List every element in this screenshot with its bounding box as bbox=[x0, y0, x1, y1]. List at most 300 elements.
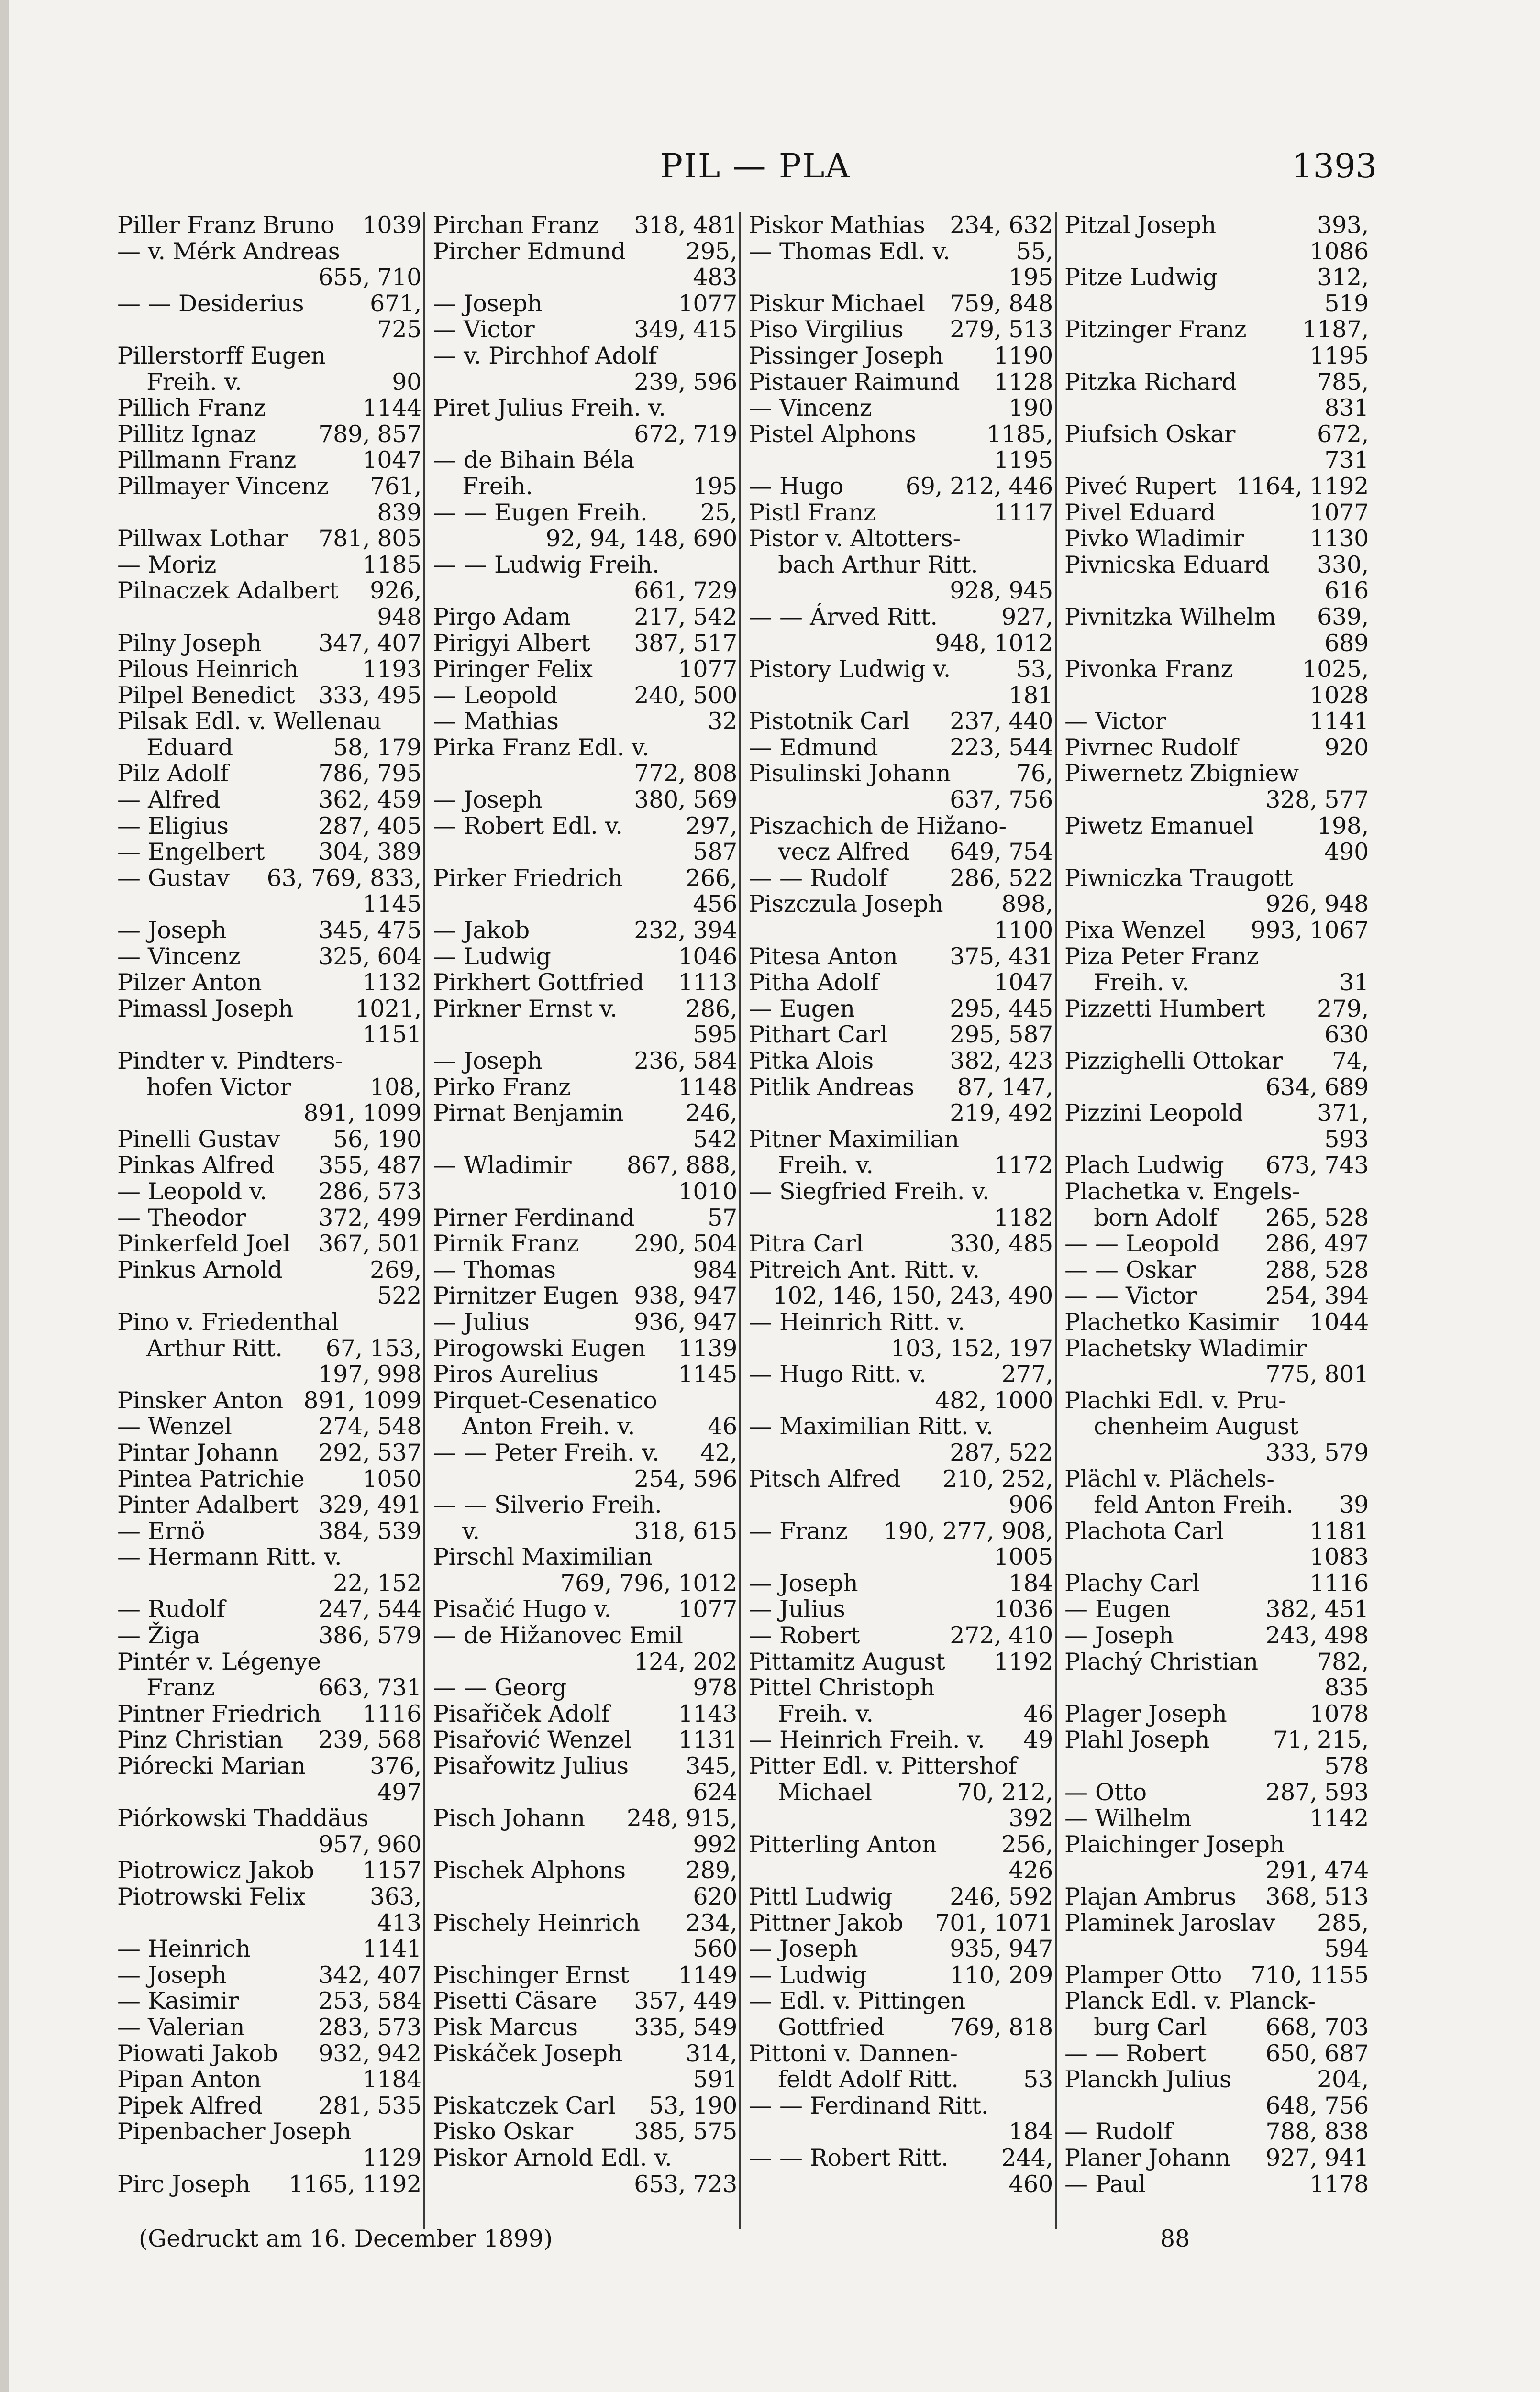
entry-page-refs: 689 bbox=[1324, 629, 1369, 657]
index-line bbox=[749, 631, 1053, 657]
index-line bbox=[749, 1962, 1053, 1989]
index-line bbox=[749, 865, 1053, 892]
entry-page-refs: 376, bbox=[370, 1752, 421, 1780]
index-line bbox=[1064, 865, 1369, 892]
entry-page-refs: 195 bbox=[693, 472, 737, 500]
index-line bbox=[117, 1544, 421, 1571]
entry-page-refs: 295, 587 bbox=[950, 1021, 1053, 1049]
entry-page-refs: 1144 bbox=[362, 394, 421, 422]
index-line bbox=[749, 1309, 1053, 1336]
entry-name: Planckh Julius bbox=[1064, 2066, 1231, 2093]
entry-page-refs: 782, bbox=[1317, 1648, 1369, 1675]
entry-name: Plager Joseph bbox=[1064, 1700, 1227, 1728]
entry-name: — Joseph bbox=[1064, 1622, 1174, 1650]
entry-name: Pillmann Franz bbox=[117, 446, 297, 474]
entry-page-refs: 269, bbox=[370, 1256, 421, 1284]
index-line bbox=[749, 2015, 1053, 2041]
entry-page-refs: 349, 415 bbox=[634, 316, 737, 343]
entry-page-refs: 312, bbox=[1317, 264, 1369, 291]
entry-name: Planer Johann bbox=[1064, 2144, 1230, 2171]
entry-page-refs: 957, 960 bbox=[318, 1830, 421, 1858]
entry-page-refs: 286, 522 bbox=[950, 864, 1053, 892]
index-line bbox=[117, 1962, 421, 1989]
index-line bbox=[1064, 1048, 1369, 1074]
entry-page-refs: 1039 bbox=[362, 211, 421, 239]
index-line bbox=[117, 265, 421, 291]
entry-name: Pirker Friedrich bbox=[433, 864, 623, 892]
entry-name: — v. Mérk Andreas bbox=[117, 237, 340, 265]
entry-page-refs: 1141 bbox=[1309, 708, 1369, 735]
entry-page-refs: 672, 719 bbox=[634, 420, 737, 448]
index-line bbox=[117, 1988, 421, 2015]
entry-name: — — Silverio Freih. bbox=[433, 1491, 662, 1519]
index-line bbox=[749, 1127, 1053, 1153]
index-line bbox=[1064, 1858, 1369, 1884]
index-line bbox=[117, 944, 421, 970]
entry-page-refs: 1192 bbox=[994, 1648, 1053, 1675]
index-line bbox=[1064, 2119, 1369, 2145]
column-divider bbox=[1055, 212, 1057, 2229]
entry-page-refs: 318, 615 bbox=[634, 1517, 737, 1545]
entry-name: Pittel Christoph bbox=[749, 1674, 935, 1702]
entry-page-refs: 1086 bbox=[1309, 237, 1369, 265]
index-line bbox=[749, 2145, 1053, 2171]
entry-name: — — Rudolf bbox=[749, 864, 887, 892]
entry-name: — Joseph bbox=[117, 917, 227, 944]
entry-name: Pitra Carl bbox=[749, 1230, 864, 1258]
index-line bbox=[433, 526, 737, 552]
index-line bbox=[117, 1884, 421, 1910]
entry-name: chenheim August bbox=[1064, 1413, 1299, 1440]
entry-page-refs: 190 bbox=[1008, 394, 1053, 422]
entry-name: Pitterling Anton bbox=[749, 1830, 937, 1858]
index-line bbox=[749, 1492, 1053, 1518]
entry-page-refs: 497 bbox=[377, 1778, 421, 1806]
index-line bbox=[433, 1257, 737, 1284]
entry-page-refs: 595 bbox=[693, 1021, 737, 1049]
entry-name: feldt Adolf Ritt. bbox=[749, 2066, 959, 2093]
entry-name: Pilnaczek Adalbert bbox=[117, 577, 339, 605]
index-line bbox=[1064, 839, 1369, 865]
entry-page-refs: 650, 687 bbox=[1265, 2039, 1369, 2067]
entry-name: — Edmund bbox=[749, 733, 878, 761]
entry-name: Piskur Michael bbox=[749, 289, 925, 317]
entry-name: Pisk Marcus bbox=[433, 2013, 578, 2041]
index-line bbox=[749, 1100, 1053, 1127]
index-line bbox=[433, 1362, 737, 1388]
entry-page-refs: 53, 190 bbox=[649, 2092, 737, 2119]
entry-name: Pistauer Raimund bbox=[749, 368, 960, 396]
entry-page-refs: 234, bbox=[686, 1909, 737, 1937]
entry-page-refs: 90 bbox=[392, 368, 421, 396]
entry-page-refs: 1187, bbox=[1302, 316, 1369, 343]
index-line bbox=[749, 839, 1053, 865]
entry-name: Plajan Ambrus bbox=[1064, 1883, 1236, 1910]
entry-name: Pistory Ludwig v. bbox=[749, 655, 951, 683]
index-line bbox=[749, 552, 1053, 578]
entry-page-refs: 289, bbox=[686, 1857, 737, 1884]
index-line bbox=[433, 891, 737, 918]
index-line bbox=[117, 1127, 421, 1153]
entry-page-refs: 1128 bbox=[994, 368, 1053, 396]
entry-page-refs: 1145 bbox=[362, 890, 421, 918]
entry-name: Pitner Maximilian bbox=[749, 1125, 959, 1153]
index-line bbox=[433, 1701, 737, 1728]
index-line bbox=[1064, 447, 1369, 474]
index-line bbox=[433, 2041, 737, 2067]
entry-name: — Franz bbox=[749, 1517, 848, 1545]
entry-page-refs: 786, 795 bbox=[318, 760, 421, 787]
entry-page-refs: 672, bbox=[1317, 420, 1369, 448]
index-line bbox=[749, 656, 1053, 683]
entry-name: Freih. v. bbox=[749, 1152, 874, 1179]
entry-name: Piotrowicz Jakob bbox=[117, 1857, 314, 1884]
entry-name: — — Peter Freih. v. bbox=[433, 1439, 660, 1466]
index-line bbox=[433, 2067, 737, 2093]
entry-page-refs: 1142 bbox=[1309, 1805, 1369, 1832]
index-line bbox=[749, 1910, 1053, 1937]
index-line bbox=[1064, 474, 1369, 500]
index-line bbox=[117, 1022, 421, 1048]
entry-name: — Žiga bbox=[117, 1622, 200, 1650]
index-line bbox=[749, 761, 1053, 787]
index-line bbox=[433, 578, 737, 604]
entry-page-refs: 926, bbox=[370, 577, 421, 605]
index-line bbox=[1064, 1910, 1369, 1937]
entry-page-refs: 53 bbox=[1023, 2066, 1053, 2093]
index-line bbox=[1064, 656, 1369, 683]
index-line bbox=[433, 1022, 737, 1048]
entry-name: Pillmayer Vincenz bbox=[117, 472, 329, 500]
index-line bbox=[117, 787, 421, 813]
entry-page-refs: 70, 212, bbox=[957, 1778, 1053, 1806]
entry-page-refs: 56, 190 bbox=[333, 1125, 421, 1153]
entry-page-refs: 839 bbox=[377, 498, 421, 526]
entry-page-refs: 1145 bbox=[678, 1361, 737, 1388]
entry-page-refs: 938, 947 bbox=[634, 1282, 737, 1310]
index-line bbox=[1064, 1518, 1369, 1545]
entry-page-refs: 283, 573 bbox=[318, 2013, 421, 2041]
entry-name: Piórecki Marian bbox=[117, 1752, 306, 1780]
entry-page-refs: 655, 710 bbox=[318, 264, 421, 291]
index-line bbox=[1064, 1649, 1369, 1675]
entry-page-refs: 593 bbox=[1324, 1125, 1369, 1153]
entry-page-refs: 673, 743 bbox=[1265, 1152, 1369, 1179]
index-line bbox=[117, 1283, 421, 1309]
entry-name: Pirc Joseph bbox=[117, 2170, 250, 2198]
index-line bbox=[433, 735, 737, 761]
entry-page-refs: 384, 539 bbox=[318, 1517, 421, 1545]
index-line bbox=[117, 1336, 421, 1362]
entry-page-refs: 295, 445 bbox=[950, 995, 1053, 1022]
entry-page-refs: 1047 bbox=[362, 446, 421, 474]
index-line bbox=[117, 996, 421, 1022]
index-line bbox=[1064, 996, 1369, 1022]
entry-page-refs: 661, 729 bbox=[634, 577, 737, 605]
index-line bbox=[117, 709, 421, 735]
entry-name: — Ernö bbox=[117, 1517, 205, 1545]
entry-page-refs: 63, 769, 833, bbox=[266, 864, 421, 892]
index-line bbox=[433, 2171, 737, 2198]
index-line bbox=[1064, 2093, 1369, 2119]
index-line bbox=[433, 1544, 737, 1571]
entry-page-refs: 290, 504 bbox=[634, 1230, 737, 1258]
index-line bbox=[433, 1048, 737, 1074]
entry-page-refs: 198, bbox=[1317, 812, 1369, 840]
entry-name: Plachetsky Wladimir bbox=[1064, 1334, 1307, 1362]
index-line bbox=[749, 1518, 1053, 1545]
entry-name: — Victor bbox=[433, 316, 535, 343]
index-line bbox=[1064, 1414, 1369, 1440]
index-line bbox=[749, 1571, 1053, 1597]
entry-name: — Jakob bbox=[433, 917, 530, 944]
entry-page-refs: 1077 bbox=[678, 1595, 737, 1623]
index-line bbox=[749, 709, 1053, 735]
index-line bbox=[1064, 343, 1369, 369]
index-line bbox=[749, 2067, 1053, 2093]
entry-page-refs: 1117 bbox=[994, 498, 1053, 526]
entry-page-refs: 254, 596 bbox=[634, 1465, 737, 1493]
entry-page-refs: 1005 bbox=[994, 1543, 1053, 1571]
entry-name: Piszczula Joseph bbox=[749, 890, 943, 918]
entry-name: Piowati Jakob bbox=[117, 2039, 278, 2067]
entry-page-refs: 58, 179 bbox=[333, 733, 421, 761]
entry-name: — Ludwig bbox=[433, 942, 551, 970]
index-line bbox=[1064, 552, 1369, 578]
entry-page-refs: 1021, bbox=[355, 995, 421, 1022]
entry-page-refs: 993, 1067 bbox=[1251, 917, 1369, 944]
index-line bbox=[1064, 1388, 1369, 1414]
entry-name: Pilz Adolf bbox=[117, 760, 229, 787]
entry-name: Pircher Edmund bbox=[433, 237, 626, 265]
entry-page-refs: 542 bbox=[693, 1125, 737, 1153]
index-line bbox=[433, 1780, 737, 1806]
entry-page-refs: 1077 bbox=[678, 289, 737, 317]
entry-page-refs: 49 bbox=[1023, 1726, 1053, 1754]
index-line bbox=[749, 2119, 1053, 2145]
entry-page-refs: 1077 bbox=[1309, 498, 1369, 526]
entry-page-refs: 984 bbox=[693, 1256, 737, 1284]
index-line bbox=[117, 369, 421, 396]
entry-name: — Kasimir bbox=[117, 1987, 239, 2015]
index-line bbox=[749, 1936, 1053, 1962]
entry-name: — Heinrich Ritt. v. bbox=[749, 1308, 965, 1336]
index-line bbox=[749, 500, 1053, 526]
entry-page-refs: 1172 bbox=[994, 1152, 1053, 1179]
entry-page-refs: 285, bbox=[1317, 1909, 1369, 1937]
entry-page-refs: 355, 487 bbox=[318, 1152, 421, 1179]
entry-name: Pirquet-Cesenatico bbox=[433, 1386, 657, 1414]
scan-edge bbox=[0, 0, 9, 2392]
index-line bbox=[117, 1780, 421, 1806]
entry-page-refs: 288, 528 bbox=[1265, 1256, 1369, 1284]
index-line bbox=[749, 1336, 1053, 1362]
index-line bbox=[749, 447, 1053, 474]
entry-name: Pipek Alfred bbox=[117, 2092, 263, 2119]
index-line bbox=[749, 578, 1053, 604]
entry-name: — Julius bbox=[433, 1308, 530, 1336]
index-line bbox=[433, 970, 737, 996]
index-line bbox=[433, 1231, 737, 1257]
index-column-2 bbox=[433, 212, 737, 2197]
entry-page-refs: 387, 517 bbox=[634, 629, 737, 657]
entry-page-refs: 927, 941 bbox=[1265, 2144, 1369, 2171]
entry-name: Pitzinger Franz bbox=[1064, 316, 1247, 343]
index-line bbox=[749, 395, 1053, 421]
entry-page-refs: 891, 1099 bbox=[303, 1386, 421, 1414]
entry-name: — Robert bbox=[749, 1622, 860, 1650]
entry-page-refs: 630 bbox=[1324, 1021, 1369, 1049]
index-line bbox=[433, 1179, 737, 1205]
entry-page-refs: 181 bbox=[1008, 681, 1053, 709]
entry-name: Pitka Alois bbox=[749, 1047, 874, 1074]
entry-page-refs: 330, 485 bbox=[950, 1230, 1053, 1258]
entry-page-refs: 560 bbox=[693, 1935, 737, 1963]
entry-name: — Joseph bbox=[433, 1047, 543, 1074]
entry-name: Pirnitzer Eugen bbox=[433, 1282, 619, 1310]
entry-page-refs: 1129 bbox=[362, 2144, 421, 2171]
index-line bbox=[1064, 1962, 1369, 1989]
entry-name: Pilsak Edl. v. Wellenau bbox=[117, 708, 382, 735]
index-line bbox=[1064, 2015, 1369, 2041]
index-column-3 bbox=[749, 212, 1053, 2197]
index-line bbox=[749, 526, 1053, 552]
index-line bbox=[433, 787, 737, 813]
index-line bbox=[749, 944, 1053, 970]
entry-name: Piwetz Emanuel bbox=[1064, 812, 1254, 840]
index-line bbox=[1064, 1179, 1369, 1205]
entry-page-refs: 831 bbox=[1324, 394, 1369, 422]
index-line bbox=[749, 1596, 1053, 1623]
entry-page-refs: 701, 1071 bbox=[935, 1909, 1053, 1937]
index-line bbox=[433, 813, 737, 840]
entry-page-refs: 382, 451 bbox=[1265, 1595, 1369, 1623]
entry-name: — de Bihain Béla bbox=[433, 446, 634, 474]
entry-page-refs: 274, 548 bbox=[318, 1413, 421, 1440]
index-line bbox=[117, 526, 421, 552]
entry-name: Pinsker Anton bbox=[117, 1386, 283, 1414]
entry-name: — Rudolf bbox=[1064, 2118, 1173, 2146]
entry-name: Freih. v. bbox=[1064, 969, 1189, 997]
entry-name: Piotrowski Felix bbox=[117, 1883, 306, 1910]
entry-page-refs: 345, 475 bbox=[318, 917, 421, 944]
index-line bbox=[117, 1727, 421, 1753]
entry-page-refs: 287, 593 bbox=[1265, 1778, 1369, 1806]
index-line bbox=[1064, 2145, 1369, 2171]
entry-page-refs: 1181 bbox=[1309, 1517, 1369, 1545]
index-line bbox=[749, 1152, 1053, 1179]
index-line bbox=[117, 891, 421, 918]
entry-name: — Joseph bbox=[433, 786, 543, 814]
index-line bbox=[117, 1623, 421, 1649]
index-line bbox=[749, 369, 1053, 396]
entry-name: Plach Ludwig bbox=[1064, 1152, 1224, 1179]
entry-name: Plamper Otto bbox=[1064, 1961, 1222, 1989]
index-line bbox=[1064, 212, 1369, 239]
entry-name: Piveć Rupert bbox=[1064, 472, 1216, 500]
entry-page-refs: 948, 1012 bbox=[935, 629, 1053, 657]
entry-page-refs: 39 bbox=[1339, 1491, 1369, 1519]
entry-page-refs: 87, 147, bbox=[957, 1073, 1053, 1101]
entry-name: Pittoni v. Dannen- bbox=[749, 2039, 958, 2067]
index-line bbox=[117, 1518, 421, 1545]
entry-name: — Gustav bbox=[117, 864, 230, 892]
entry-page-refs: 281, 535 bbox=[318, 2092, 421, 2119]
index-line bbox=[1064, 2067, 1369, 2093]
entry-name: Piufsich Oskar bbox=[1064, 420, 1236, 448]
index-line bbox=[1064, 1623, 1369, 1649]
index-line bbox=[749, 265, 1053, 291]
entry-page-refs: 25, bbox=[700, 498, 737, 526]
index-line bbox=[117, 2171, 421, 2198]
entry-page-refs: 279, 513 bbox=[950, 316, 1053, 343]
entry-page-refs: 992 bbox=[693, 1830, 737, 1858]
entry-name: Pivnicska Eduard bbox=[1064, 551, 1270, 578]
entry-page-refs: 184 bbox=[1008, 2118, 1053, 2146]
entry-page-refs: 1036 bbox=[994, 1595, 1053, 1623]
index-line bbox=[433, 2015, 737, 2041]
index-line bbox=[1064, 369, 1369, 396]
entry-name: — Otto bbox=[1064, 1778, 1147, 1806]
index-line bbox=[1064, 395, 1369, 421]
entry-page-refs: 304, 389 bbox=[318, 838, 421, 866]
index-line bbox=[1064, 970, 1369, 996]
index-line bbox=[433, 1832, 737, 1858]
column-divider bbox=[423, 212, 425, 2229]
index-line bbox=[1064, 2041, 1369, 2067]
entry-page-refs: 22, 152 bbox=[333, 1569, 421, 1597]
entry-name: Pintea Patrichie bbox=[117, 1465, 305, 1493]
index-line bbox=[117, 604, 421, 631]
index-line bbox=[749, 1727, 1053, 1753]
index-line bbox=[117, 421, 421, 448]
entry-name: Pintner Friedrich bbox=[117, 1700, 321, 1728]
entry-name: — v. Pirchhof Adolf bbox=[433, 342, 657, 369]
entry-name: Pisulinski Johann bbox=[749, 760, 951, 787]
index-line bbox=[117, 1936, 421, 1962]
entry-page-refs: 785, bbox=[1317, 368, 1369, 396]
entry-name: Pilny Joseph bbox=[117, 629, 262, 657]
entry-page-refs: 835 bbox=[1324, 1674, 1369, 1702]
entry-name: Pitha Adolf bbox=[749, 969, 879, 997]
entry-page-refs: 103, 152, 197 bbox=[891, 1334, 1053, 1362]
entry-page-refs: 591 bbox=[693, 2066, 737, 2093]
entry-name: — Wenzel bbox=[117, 1413, 232, 1440]
index-line bbox=[117, 839, 421, 865]
entry-page-refs: 31 bbox=[1339, 969, 1369, 997]
index-line bbox=[433, 1936, 737, 1962]
entry-name: — Moriz bbox=[117, 551, 217, 578]
entry-name: — Maximilian Ritt. v. bbox=[749, 1413, 994, 1440]
index-line bbox=[749, 1440, 1053, 1466]
entry-page-refs: 57 bbox=[708, 1204, 737, 1231]
index-line bbox=[749, 1257, 1053, 1284]
entry-name: Pirnik Franz bbox=[433, 1230, 579, 1258]
entry-name: Plachetko Kasimir bbox=[1064, 1308, 1279, 1336]
entry-name: Pilzer Anton bbox=[117, 969, 262, 997]
index-line bbox=[117, 1832, 421, 1858]
entry-name: Piros Aurelius bbox=[433, 1361, 598, 1388]
entry-name: Pillerstorff Eugen bbox=[117, 342, 326, 369]
entry-page-refs: 67, 153, bbox=[325, 1334, 421, 1362]
entry-page-refs: 248, 915, bbox=[626, 1805, 737, 1832]
index-line bbox=[749, 1544, 1053, 1571]
index-line bbox=[433, 552, 737, 578]
index-line bbox=[1064, 1780, 1369, 1806]
entry-page-refs: 219, 492 bbox=[950, 1099, 1053, 1127]
entry-page-refs: 578 bbox=[1324, 1752, 1369, 1780]
entry-page-refs: 456 bbox=[693, 890, 737, 918]
